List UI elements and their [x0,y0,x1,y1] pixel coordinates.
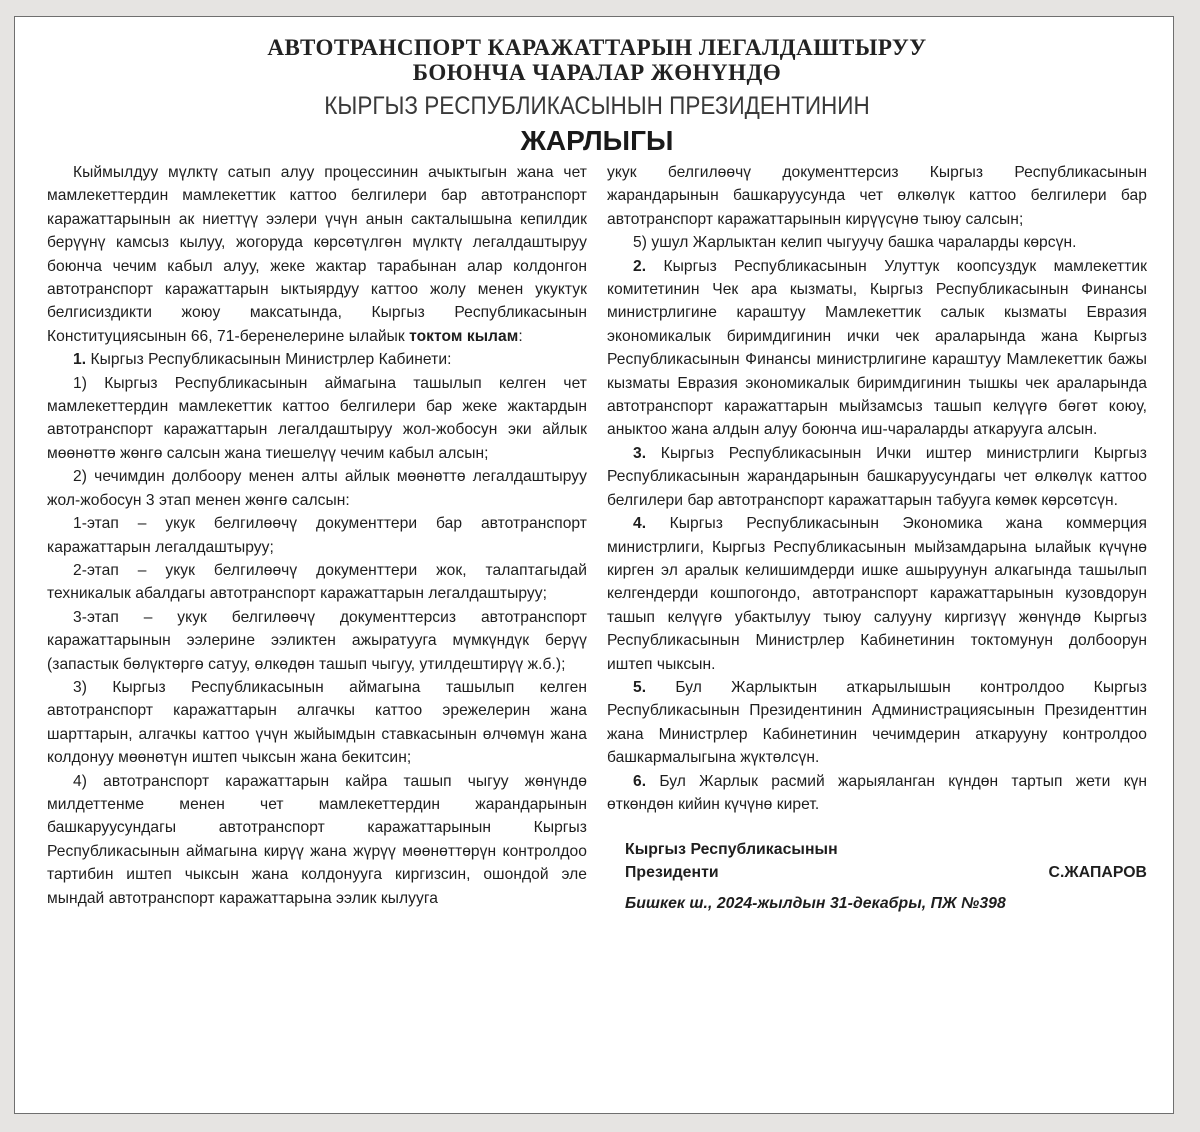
signature-title-line-1: Кыргыз Республикасынын [625,841,838,859]
intro-end: : [518,327,523,345]
item-1-1: 1) Кыргыз Республикасынын аймагына ташылып келген чет мамлекеттердин мамлекеттик каттоо белгилери бар жеке жактардын автотранспорт каражаттарын легалдаштыруу жол-жобосун эки айлык мөөнөттө жөнгө салсын жана тиешелүү чечим кабыл алсын; [47,374,587,462]
item-1-4-continued: укук белгилөөчү документтерсиз Кыргыз Республикасынын жарандарынын башкаруусунда чет өлкөлүк каттоо белгилери бар автотранспорт каражаттарынын кирүүсүнө тыюу салсын; [607,164,1147,228]
item-1-4: 4) автотранспорт каражаттарын кайра ташып чыгуу жөнүндө милдеттенме менен чет мамлекеттердин жарандарынын башкаруусундагы автотранспорт каражаттарынын Кыргыз Республикасынын аймагына кирүү жана жүрүү мөөнөттөрүн контролдоо тартибин иштеп чыксын жана колдонууга киргизсин, ошондой эле мындай автотранспорт каражаттарына ээлик кылууга [47,772,587,907]
intro-paragraph [47,161,587,348]
item-1-3: 3) Кыргыз Республикасынын аймагына ташылып келген автотранспорт каражаттарын алгачкы каттоо эрежелерин жана шарттарын, алгачкы каттоо үчүн жыйымдын ставкасынын өлчөмүн жана колдонуу мөөнөтүн иштеп чыксын жана бекитсин; [47,678,587,767]
intro-bold: токтом кылам [409,327,519,345]
paragraph-3 [607,442,1147,512]
paragraph-5-text: Бул Жарлыктын аткарылышын контролдоо Кыргыз Республикасынын Президентинин Администрациясынын Президенттин жана Министрлер Кабинетинин чечимдерин аткарууну контролдоо башкармалыгына жүктөлсүн. [607,678,1147,767]
paragraph-4-number: 4. [633,515,647,533]
stage-2: 2-этап – укук белгилөөчү документтери жок, талаптагыдай техникалык абалдагы автотранспорт каражаттарын легалдаштыруу; [47,561,587,603]
paragraph-4-text: Кыргыз Республикасынын Экономика жана коммерция министрлиги, Кыргыз Республикасынын мыйзамдарына ылайык күчүнө кирген эл аралык келишимдерди ишке ашыруунун алкагында ташылып келгендерди кошпогондо, автотранспорт каражаттарынын кузовдорун ташып келүүгө убактылуу тыюу салууну киргизүү жөнүндө Кыргыз Республикасынын Министрлер Кабинетинин токтомунун долбоорун иштеп чыксын. [607,515,1147,673]
paragraph-4 [607,512,1147,676]
item-1-2: 2) чечимдин долбоору менен алты айлык мөөнөттө легалдаштыруу жол-жобосун 3 этап менен жөнгө салсын: [47,468,587,509]
paragraph-2-text: Кыргыз Республикасынын Улуттук коопсуздук мамлекеттик комитетинин Чек ара кызматы, Кыргыз Республикасынын Финансы министрлигине караштуу Мамлекеттик салык кызматы Евразия экономикалык биримдигинин ички чек араларында жана Кыргыз Республикасынын Финансы министрлигине караштуу Мамлекеттик бажы кызматы Евразия экономикалык биримдигинин тышкы чек араларында автотранспорт каражаттарын мыйзамсыз ташып келүүгө бөгөт коюу, аныктоо жана алдын алуу боюнча иш-чараларды аткарууга алсын. [607,257,1147,439]
signature-block [607,838,1147,884]
article-body [47,161,1147,916]
paragraph-2 [607,255,1147,442]
paragraph-5 [607,676,1147,770]
headline-line-2: БОЮНЧА ЧАРАЛАР ЖӨНҮНДӨ [412,60,782,85]
paragraph-3-number: 3. [633,444,647,462]
paragraph-5-number: 5. [633,678,647,696]
intro-text: Кыймылдуу мүлктү сатып алуу процессинин ачыктыгын жана чет мамлекеттердин мамлекеттик каттоо белгилери бар автотранспорт каражаттарынын ак ниеттүү ээлери үчүн анын сакталышына кепилдик берүүнү камсыз кылуу, жогоруда көрсөтүлгөн мүлктү легалдаштыруу боюнча чечим кабыл алуу, жеке жактар тарабынан алар колдонгон автотранспорт каражаттарын ыктыярдуу каттоо жолу менен укуктук белгисиздикти жоюу максатында, Кыргыз Республикасынын Конституциясынын 66, 71-беренелерине ылайык [47,164,587,345]
paragraph-6-text: Бул Жарлык расмий жарыяланган күндөн тартып жети күн өткөндөн кийин күчүнө кирет. [607,772,1147,813]
subtitle: КЫРГЫЗ РЕСПУБЛИКАСЫНЫН ПРЕЗИДЕНТИНИН [324,92,870,120]
stage-3: 3-этап – укук белгилөөчү документтерсиз автотранспорт каражаттарынын ээлерине ээликтен ажыратууга мүмкүндүк берүү (запастык бөлүктөргө сатуу, өлкөдөн ташып чыгуу, утилдештирүү ж.б.); [47,608,587,673]
paragraph-6 [607,770,1147,817]
paragraph-1-number: 1. [73,351,87,369]
newspaper-page [14,16,1174,1114]
signature-name: С.ЖАПАРОВ [1048,864,1147,882]
right-column [607,161,1147,916]
place-and-date: Бишкек ш., 2024-жылдын 31-декабры, ПЖ №398 [625,895,1006,913]
paragraph-1 [47,348,587,371]
decree-title: ЖАРЛЫГЫ [520,125,674,156]
signature-title-line-2: Президенти [625,864,719,882]
headline [47,35,1147,85]
headline-line-1: АВТОТРАНСПОРТ КАРАЖАТТАРЫН ЛЕГАЛДАШТЫРУУ [267,35,927,60]
left-column [47,161,587,916]
paragraph-2-number: 2. [633,257,647,275]
paragraph-6-number: 6. [633,772,647,790]
paragraph-3-text: Кыргыз Республикасынын Ички иштер министрлиги Кыргыз Республикасынын жарандарынын башкаруусундагы чет өлкөлүк каттоо белгилери бар автотранспорт каражаттарын табууга көмөк көрсөтсүн. [607,444,1147,509]
item-1-5: 5) ушул Жарлыктан келип чыгуучу башка чараларды көрсүн. [633,234,1077,252]
paragraph-1-text: Кыргыз Республикасынын Министрлер Кабинети: [86,351,452,369]
stage-1: 1-этап – укук белгилөөчү документтери бар автотранспорт каражаттарын легалдаштыруу; [47,515,587,556]
